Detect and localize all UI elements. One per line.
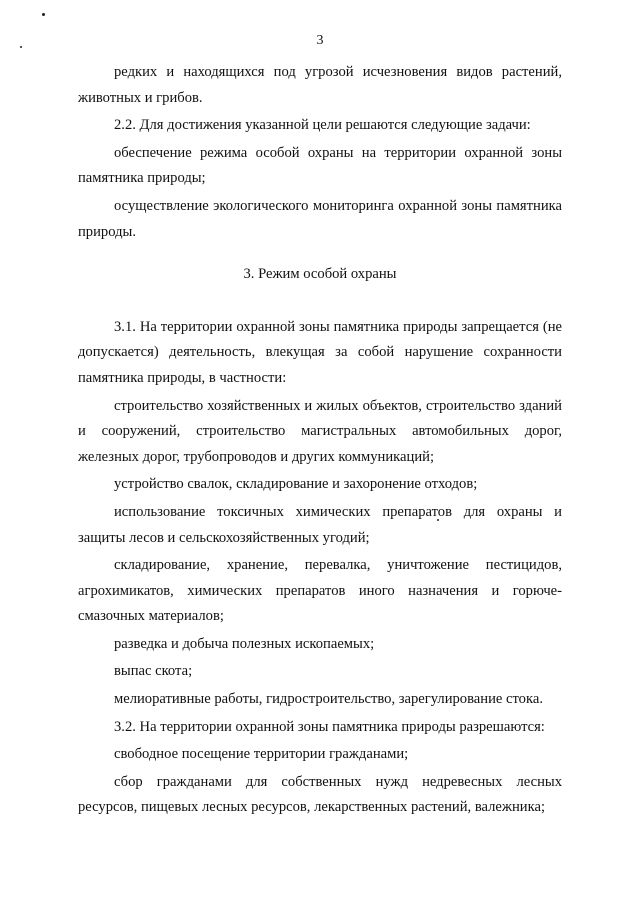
paragraph: 2.2. Для достижения указанной цели решаются следующие задачи: (114, 117, 531, 134)
paragraph: 3.2. На территории охранной зоны памятника природы разрешаются: (114, 718, 545, 735)
list-item: мелиоративные работы, гидростроительство, зарегулирование стока. (114, 691, 543, 708)
paragraph: редких и находящихся под угрозой исчезновения видов растений, животных и грибов. (78, 64, 562, 106)
list-item: сбор гражданами для собственных нужд недревесных лесных ресурсов, пищевых лесных ресурсов, лекарственных растений, валежника; (78, 773, 562, 816)
section-heading: 3. Режим особой охраны (243, 266, 397, 283)
list-item: строительство хозяйственных и жилых объектов, строительство зданий и сооружений, строительство магистральных автомобильных дорог, железных дорог, трубопроводов и других коммуникаций; (78, 397, 562, 465)
scan-speck (42, 13, 45, 16)
document-body (78, 60, 562, 821)
list-item: устройство свалок, складирование и захоронение отходов; (114, 476, 478, 493)
list-item: складирование, хранение, перевалка, уничтожение пестицидов, агрохимикатов, химических препаратов иного назначения и горюче-смазочных материалов; (78, 557, 562, 625)
list-item: свободное посещение территории гражданами; (114, 746, 409, 763)
list-item: использование токсичных химических препаратов для охраны и защиты лесов и сельскохозяйственных угодий; (78, 503, 562, 546)
paragraph: осуществление экологического мониторинга охранной зоны памятника природы. (78, 197, 562, 240)
paragraph: обеспечение режима особой охраны на территории охранной зоны памятника природы; (78, 144, 562, 187)
paragraph: 3.1. На территории охранной зоны памятника природы запрещается (не допускается) деятельность, влекущая за собой нарушение сохранности памятника природы, в частности: (78, 318, 562, 386)
page-number: 3 (316, 33, 324, 48)
list-item: выпас скота; (114, 663, 193, 680)
list-item: разведка и добыча полезных ископаемых; (114, 635, 375, 652)
